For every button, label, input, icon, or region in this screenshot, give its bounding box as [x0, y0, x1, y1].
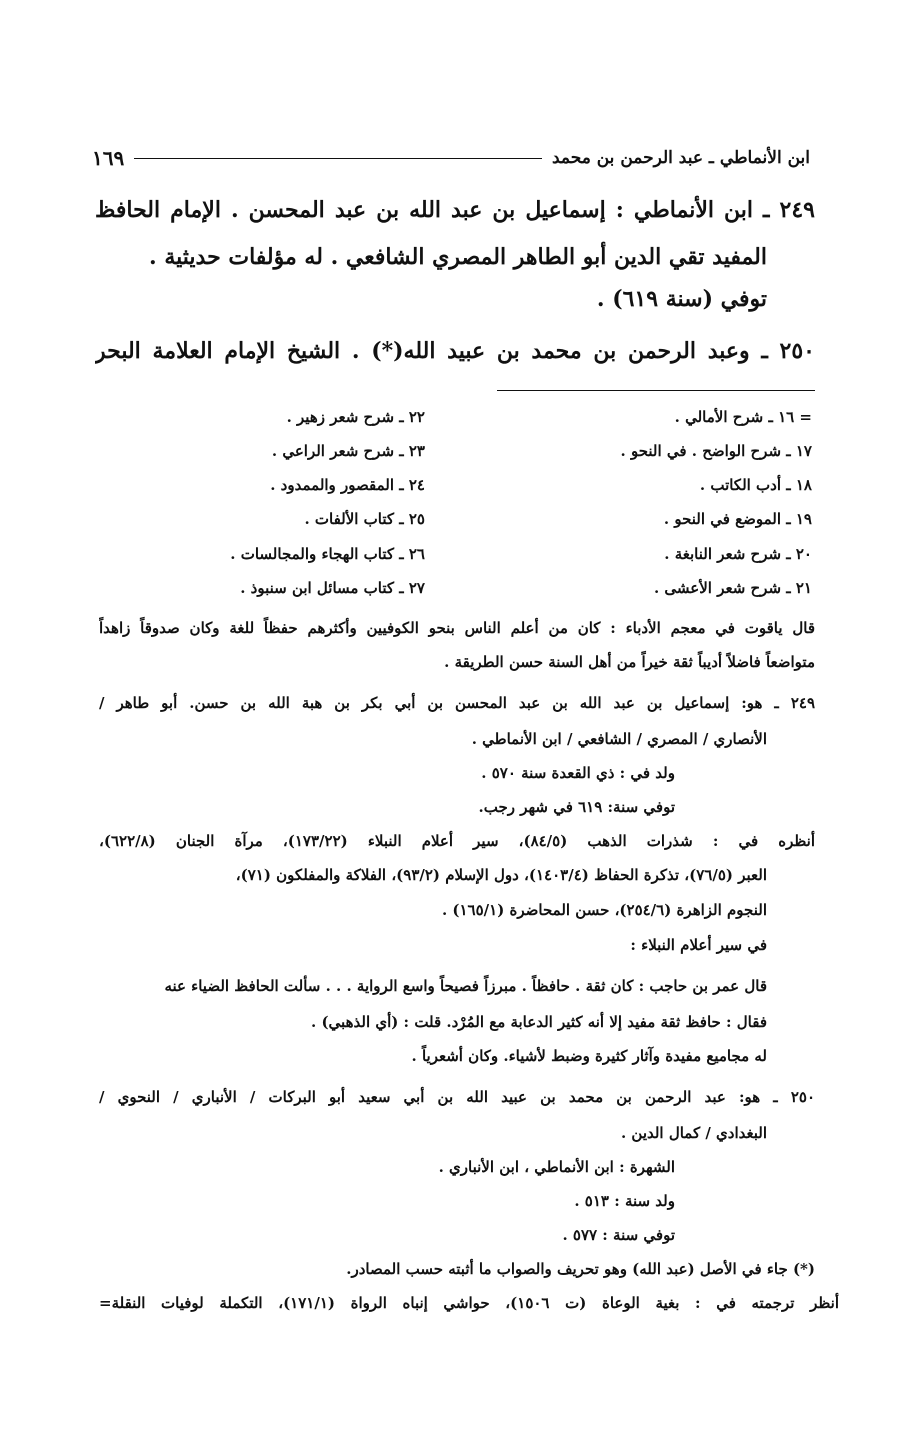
yaqut-quote-line-1: قال ياقوت في معجم الأدباء : كان من أعلم الناس بنحو الكوفيين وأكثرهم حفظاً للغة وكان صدوقاً زاهداً: [99, 619, 815, 637]
work-item: ٢٠ ـ شرح شعر النابغة .: [664, 545, 812, 563]
footnote-250-see: أنظر ترجمته في : بغية الوعاة (ت ١٥٠٦)، حواشي إنباه الرواة (١٧١/١)، التكملة لوفيات النقلة=: [99, 1294, 839, 1312]
work-item: ٢٤ ـ المقصور والممدود .: [270, 476, 425, 494]
work-item: ٢٢ ـ شرح شعر زهير .: [286, 408, 425, 426]
page-number: ١٦٩: [92, 146, 125, 170]
footnote-250-fame: الشهرة : ابن الأنماطي ، ابن الأنباري .: [438, 1158, 675, 1176]
work-item: ٢٦ ـ كتاب الهجاء والمجالسات .: [230, 545, 425, 563]
yaqut-quote-line-2: متواضعاً فاضلاً أديباً ثقة خيراً من أهل السنة حسن الطريقة .: [444, 653, 815, 671]
work-item: ١٧ ـ شرح الواضح . في النحو .: [620, 442, 812, 460]
work-item: ١٩ ـ الموضع في النحو .: [663, 510, 812, 528]
entry-249-line-1: ٢٤٩ ـ ابن الأنماطي : إسماعيل بن عبد الله بن عبد المحسن . الإمام الحافظ: [95, 197, 815, 223]
work-item: ٢٥ ـ كتاب الألفات .: [304, 510, 425, 528]
footnote-249-born: ولد في : ذي القعدة سنة ٥٧٠ .: [481, 764, 675, 782]
page-header: [92, 143, 810, 173]
entry-249-line-3: توفي (سنة ٦١٩) .: [596, 286, 767, 312]
work-item: ٢٣ ـ شرح شعر الراعي .: [271, 442, 425, 460]
entry-249-line-2: المفيد تقي الدين أبو الطاهر المصري الشافعي . له مؤلفات حديثية .: [149, 244, 767, 270]
footnote-249-see-line-3: النجوم الزاهرة (٢٥٤/٦)، حسن المحاضرة (١٦٥/١) .: [441, 901, 767, 919]
work-item: ٢١ ـ شرح شعر الأعشى .: [653, 579, 812, 597]
footnote-250-born: ولد سنة : ٥١٣ .: [574, 1192, 675, 1210]
work-item: ١٨ ـ أدب الكاتب .: [699, 476, 812, 494]
footnote-249-line-2: الأنصاري / المصري / الشافعي / ابن الأنماطي .: [471, 730, 767, 748]
header-rule: [134, 158, 542, 159]
footnote-249-siyar-title: في سير أعلام النبلاء :: [630, 936, 767, 954]
entry-250-line-1: ٢٥٠ ـ وعبد الرحمن بن محمد بن عبيد الله(*) . الشيخ الإمام العلامة البحر: [95, 338, 815, 364]
work-item: ٢٧ ـ كتاب مسائل ابن سنبوذ .: [240, 579, 425, 597]
work-item: = ١٦ ـ شرح الأمالي .: [674, 408, 812, 426]
footnote-250-correction: (*) جاء في الأصل (عبد الله) وهو تحريف والصواب ما أثبته حسب المصادر.: [346, 1260, 815, 1278]
running-title: ابن الأنماطي ـ عبد الرحمن بن محمد: [551, 148, 810, 168]
footnote-249-line-1: ٢٤٩ ـ هو: إسماعيل بن عبد الله بن عبد المحسن بن أبي بكر بن هبة الله بن حسن. أبو طاهر /: [99, 694, 815, 712]
footnote-249-siyar-line-3: له مجاميع مفيدة وآثار كثيرة وضبط لأشياء. وكان أشعرياً .: [411, 1047, 767, 1065]
footnote-250-died: توفي سنة : ٥٧٧ .: [562, 1226, 675, 1244]
footnote-separator: [497, 390, 815, 391]
footnote-250-line-1: ٢٥٠ ـ هو: عبد الرحمن بن محمد بن عبيد الله بن أبي سعيد أبو البركات / الأنباري / النحوي /: [99, 1088, 815, 1106]
footnote-249-see-line-2: العبر (٧٦/٥)، تذكرة الحفاظ (١٤٠٣/٤)، دول الإسلام (٩٣/٢)، الفلاكة والمفلكون (٧١)،: [235, 866, 767, 884]
footnote-249-siyar-line-1: قال عمر بن حاجب : كان ثقة . حافظاً . مبرزاً فصيحاً واسع الرواية . . . سألت الحافظ الضياء عنه: [164, 977, 767, 995]
footnote-249-siyar-line-2: فقال : حافظ ثقة مفيد إلا أنه كثير الدعابة مع المُرْد. قلت : (أي الذهبي) .: [311, 1013, 767, 1031]
footnote-249-died: توفي سنة: ٦١٩ في شهر رجب.: [478, 798, 675, 816]
footnote-250-line-2: البغدادي / كمال الدين .: [620, 1124, 767, 1142]
footnote-249-see-line-1: أنظره في : شذرات الذهب (٨٤/٥)، سير أعلام النبلاء (١٧٣/٢٢)، مرآة الجنان (٦٢٢/٨)،: [99, 832, 815, 850]
